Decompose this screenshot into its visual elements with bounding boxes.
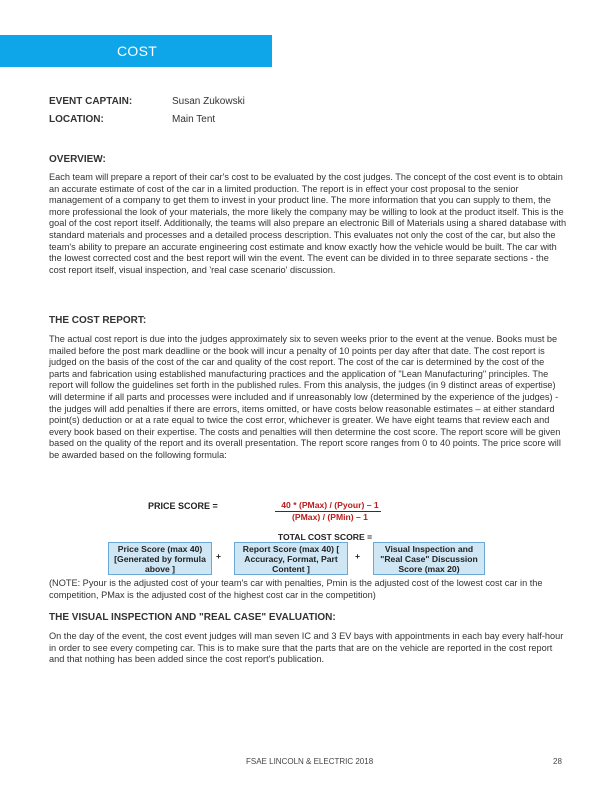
plus-sign-2: + [355, 551, 361, 561]
page-title: COST [117, 43, 158, 59]
event-captain-value: Susan Zukowski [172, 96, 245, 107]
overview-heading: OVERVIEW: [49, 154, 106, 165]
price-score-box [108, 542, 212, 575]
price-score-box-text: Price Score (max 40) [Generated by formula above ] [114, 544, 206, 574]
event-captain-label: EVENT CAPTAIN: [49, 96, 133, 107]
visual-inspection-box [373, 542, 485, 575]
page-number: 28 [553, 757, 562, 766]
title-banner [0, 35, 272, 67]
report-score-box [234, 542, 348, 575]
visual-inspection-box-text: Visual Inspection and "Real Case" Discussion Score (max 20) [380, 544, 478, 574]
report-score-box-text: Report Score (max 40) [ Accuracy, Format, Part Content ] [242, 544, 340, 574]
location-value: Main Tent [172, 114, 216, 125]
formula-denominator: (PMax) / (PMin) – 1 [292, 512, 368, 522]
overview-text: Each team will prepare a report of their car's cost to be evaluated by the cost judges. The concept of the cost event is to obtain an accurate estimate of cost of the car in a limited production. The report is in effect your cost proposal to the senior management of a company to get them to invest in your product line. The more information that you can supply to them, the more professional the look of your materials, the more likely the company may be willing to look at the product itself. This is the goal of the cost report itself. Additionally, the teams will also prepare an electronic Bill of Materials using a shared database with standard materials and processes and a detailed process description. This evaluates not only the cost of the car, but also the team's ability to prepare an accurate engineering cost estimate and know exactly how the vehicle would be built. The car with the lowest corrected cost and the best report will win the event. The event can be divided in to three separate sections - the cost report itself, visual inspection, and 'real case scenario' discussion. [49, 172, 567, 275]
cost-report-text: The actual cost report is due into the judges approximately six to seven weeks prior to the event at the venue. Books must be mailed before the post mark deadline or the book will incur a penalty of 10 points per day after that date. The cost report is judged on the basis of the cost of the car and quality of the cost report. The cost of the car is determined by the cost of the parts and fabrication using established manufacturing practices and the application of "Lean Manufacturing" principles. The report will follow the guidelines set forth in the published rules. From this analysis, the judges (in 9 distinct areas of expertise) will determine if all parts and processes were included and if unreasonably low (determined by the experience of the judges) - the judges will add penalties if there are errors, items omitted, or have costs below reasonable estimates – at either standard point(s) deduction or at a rate equal to twice the cost error, whichever is greater. We have eight teams that review each and every book based on their expertise. The costs and penalties will then determine the cost score. The report score will be given based on the quality of the report and its overall presentation. The report score ranges from 0 to 40 points. The price score will be awarded based on the following formula: [49, 334, 561, 460]
formula-numerator: 40 * (PMax) / (Pyour) – 1 [281, 500, 379, 510]
footer-title: FSAE LINCOLN & ELECTRIC 2018 [246, 757, 374, 766]
cost-report-heading: THE COST REPORT: [49, 315, 147, 326]
visual-inspection-heading: THE VISUAL INSPECTION AND "REAL CASE" EVALUATION: [49, 612, 336, 623]
note-text: (NOTE: Pyour is the adjusted cost of your team's car with penalties, Pmin is the adjusted cost of the lowest cost car in the competition, PMax is the adjusted cost of the highest cost car in the competition) [49, 578, 543, 600]
visual-inspection-text: On the day of the event, the cost event judges will man seven IC and 3 EV bays with appointments in each bay every half-hour in order to see every competing car. This is to make sure that the parts that are on the vehicle are reported in the cost report and that nothing has been added since the cost report's publication. [49, 631, 564, 665]
plus-sign-1: + [216, 551, 222, 561]
total-cost-score-label: TOTAL COST SCORE = [277, 532, 373, 542]
location-label: LOCATION: [49, 114, 104, 125]
price-score-label: PRICE SCORE = [148, 501, 218, 511]
